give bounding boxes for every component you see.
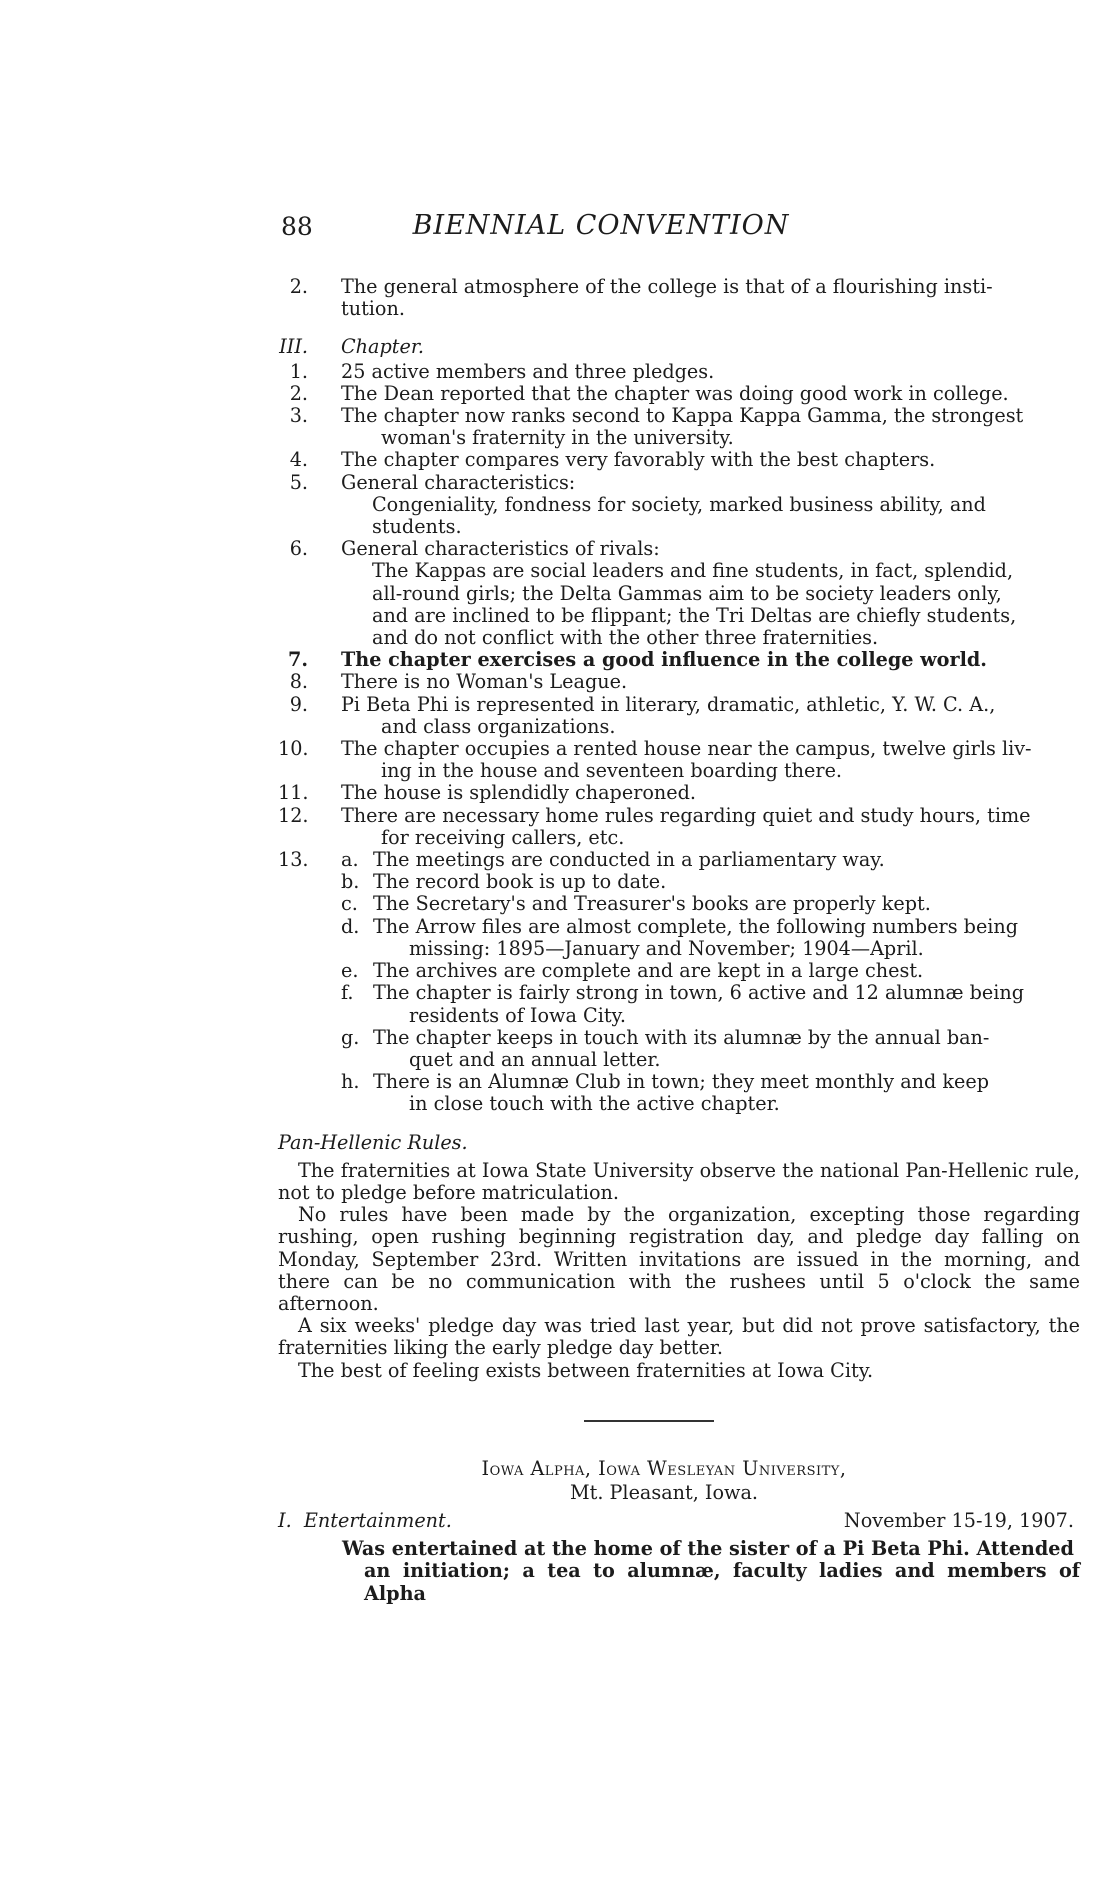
subitem-letter: d. xyxy=(341,914,360,938)
subitem-line: There is an Alumnæ Club in town; they meet monthly and keep xyxy=(373,1070,990,1094)
list-item xyxy=(278,361,1080,383)
item-number: 10. xyxy=(278,737,309,761)
subitem-letter: f. xyxy=(341,981,354,1005)
subitem-letter: b. xyxy=(341,870,360,894)
list-item xyxy=(278,671,1080,693)
item-line: woman's fraternity in the university. xyxy=(381,426,734,450)
list-item xyxy=(278,276,1080,320)
subitem-letter: g. xyxy=(341,1025,360,1049)
chapter-location: Mt. Pleasant, Iowa. xyxy=(569,1480,759,1504)
subitem xyxy=(278,960,1080,982)
running-title: BIENNIAL CONVENTION xyxy=(412,210,790,241)
subitem-line: The chapter is fairly strong in town, 6 active and 12 alumnæ being xyxy=(373,981,1024,1005)
subitem xyxy=(278,916,1080,960)
block-line: and are inclined to be flippant; the Tri Deltas are chiefly students, xyxy=(372,603,1017,627)
entertainment-row xyxy=(278,1510,1080,1534)
subitem-letter: c. xyxy=(341,892,358,916)
item-number: 13. xyxy=(278,848,309,872)
entertainment-line: an initiation; a tea to alumnæ, faculty ladies and members of Alpha xyxy=(364,1559,1080,1605)
list-item xyxy=(278,738,1080,782)
subitem xyxy=(278,1027,1080,1071)
subitem-line: The Arrow files are almost complete, the following numbers being xyxy=(373,914,1019,938)
page-header xyxy=(281,210,881,250)
subitem-line: The record book is up to date. xyxy=(373,870,667,894)
item-number: 11. xyxy=(278,781,309,805)
item-line: The chapter exercises a good influence in the college world. xyxy=(341,648,987,672)
item-line: 25 active members and three pledges. xyxy=(341,359,715,383)
block-line: and do not conflict with the other three fraternities. xyxy=(372,626,879,650)
item-number: 3. xyxy=(289,404,308,428)
subitem-line: The chapter keeps in touch with its alumnæ by the annual ban- xyxy=(373,1025,990,1049)
entertainment-label: Entertainment. xyxy=(303,1509,452,1533)
item-number: 2. xyxy=(289,275,308,298)
panhellenic-paragraph: No rules have been made by the organization, excepting those regarding rushing, open rushing beginning registration day, and pledge day falling on Monday, September 23rd. Written invitations are issued in the morning, and there can be no communication with the rushees until 5 o'clock the same afternoon. xyxy=(278,1203,1080,1315)
item-line: The chapter occupies a rented house near the campus, twelve girls liv- xyxy=(341,737,1032,761)
item-number: 9. xyxy=(289,692,308,716)
subitem-line: in close touch with the active chapter. xyxy=(409,1092,780,1116)
subitem-line: missing: 1895—January and November; 1904—April. xyxy=(409,936,924,960)
characteristics-block xyxy=(278,494,1080,538)
item-line: The chapter compares very favorably with the best chapters. xyxy=(341,448,936,472)
block-line: Congeniality, fondness for society, marked business ability, and xyxy=(372,492,986,516)
list-item xyxy=(278,538,1080,560)
panhellenic-paragraph: The best of feeling exists between fraternities at Iowa City. xyxy=(298,1358,874,1382)
item-number: 4. xyxy=(289,448,308,472)
panhellenic-paragraph: A six weeks' pledge day was tried last year, but did not prove satisfactory, the fraternities liking the early pledge day better. xyxy=(278,1314,1080,1360)
subitem xyxy=(278,982,1080,1026)
item-line: and class organizations. xyxy=(381,714,616,738)
subitem-line: residents of Iowa City. xyxy=(409,1003,626,1027)
subitem xyxy=(278,1071,1080,1115)
item-number: 8. xyxy=(289,670,308,694)
subitem-letter: h. xyxy=(341,1070,360,1094)
item-number: 12. xyxy=(278,803,309,827)
block-line: The Kappas are social leaders and fine students, in fact, splendid, xyxy=(372,559,1014,583)
chapter-items xyxy=(278,361,1080,849)
item-line: The chapter now ranks second to Kappa Kappa Gamma, the strongest xyxy=(341,404,1024,428)
panhellenic-heading: Pan-Hellenic Rules. xyxy=(278,1130,468,1154)
item-13 xyxy=(278,849,1080,1115)
section-heading xyxy=(278,336,1080,358)
characteristics-block xyxy=(278,560,1080,649)
subitem xyxy=(278,871,1080,893)
list-item xyxy=(278,782,1080,804)
list-item xyxy=(278,383,1080,405)
subitem-letter: a. xyxy=(341,848,359,872)
subitem-line: quet and an annual letter. xyxy=(409,1047,661,1071)
entertainment-number: I. xyxy=(278,1509,292,1533)
item-line: tution. xyxy=(341,297,405,321)
panhellenic-paragraph: The fraternities at Iowa State University observe the national Pan-Hellenic rule, not to pledge before matriculation. xyxy=(278,1158,1080,1204)
list-item xyxy=(278,405,1080,449)
entertainment-paragraph xyxy=(278,1538,1080,1605)
subitem-letter: e. xyxy=(341,959,359,983)
section-number: III. xyxy=(279,335,308,359)
list-item xyxy=(278,449,1080,471)
subitem xyxy=(278,893,1080,915)
item-line: ing in the house and seventeen boarding there. xyxy=(381,759,843,783)
item-line: Pi Beta Phi is represented in literary, dramatic, athletic, Y. W. C. A., xyxy=(341,692,996,716)
page-number: 88 xyxy=(281,212,313,241)
list-item xyxy=(278,694,1080,738)
body-text xyxy=(278,276,1080,1605)
section-title: Chapter. xyxy=(341,335,424,359)
entertainment-heading xyxy=(278,1510,452,1532)
list-item xyxy=(278,649,1080,671)
item-number: 7. xyxy=(287,648,308,672)
item-number: 5. xyxy=(289,470,308,494)
item-line: for receiving callers, etc. xyxy=(381,825,625,849)
item-line: The house is splendidly chaperoned. xyxy=(341,781,697,805)
chapter-title: Iowa Alpha, Iowa Wesleyan University, xyxy=(481,1456,847,1480)
item-number: 1. xyxy=(289,359,308,383)
item-number: 6. xyxy=(289,537,308,561)
item-line: The Dean reported that the chapter was doing good work in college. xyxy=(341,381,1009,405)
subitem xyxy=(278,849,1080,871)
item-line: General characteristics: xyxy=(341,470,576,494)
subitem-line: The meetings are conducted in a parliamentary way. xyxy=(373,848,885,872)
panhellenic-paragraphs xyxy=(278,1160,1080,1382)
section-divider xyxy=(584,1420,714,1422)
item-line: The general atmosphere of the college is that of a flourishing insti- xyxy=(341,275,993,298)
subitem-line: The archives are complete and are kept in a large chest. xyxy=(373,959,924,983)
item-number: 2. xyxy=(289,381,308,405)
list-item xyxy=(278,472,1080,494)
subitem-line: The Secretary's and Treasurer's books are properly kept. xyxy=(373,892,931,916)
item-line: General characteristics of rivals: xyxy=(341,537,660,561)
item-line: There are necessary home rules regarding quiet and study hours, time xyxy=(341,803,1031,827)
item-line: There is no Woman's League. xyxy=(341,670,628,694)
entertainment-date: November 15-19, 1907. xyxy=(843,1509,1074,1533)
entertainment-line: Was entertained at the home of the sister of a Pi Beta Phi. Attended xyxy=(342,1537,1074,1561)
block-line: all-round girls; the Delta Gammas aim to be society leaders only, xyxy=(372,581,1002,605)
block-line: students. xyxy=(372,515,462,539)
list-item xyxy=(278,805,1080,849)
